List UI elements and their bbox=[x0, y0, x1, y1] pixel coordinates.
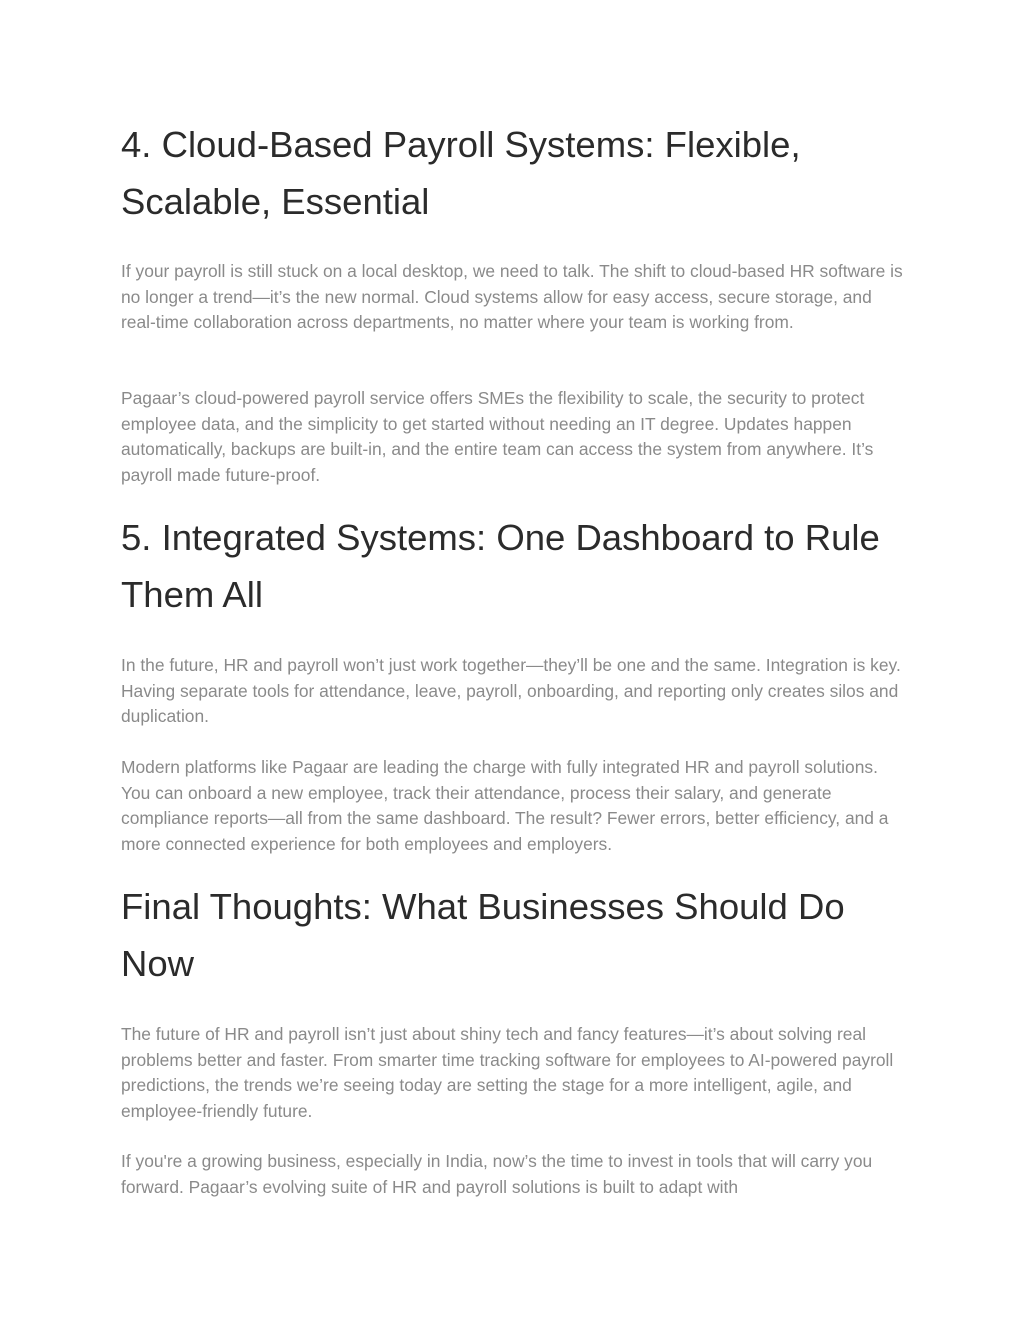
section-heading-final-thoughts: Final Thoughts: What Businesses Should Do Now bbox=[121, 886, 845, 984]
paragraph: Modern platforms like Pagaar are leading the charge with fully integrated HR and payroll solutions. You can onboard a new employee, track their attendance, process their salary, and generate compliance reports—all from the same dashboard. The result? Fewer errors, better efficiency, and a more connected experience for both employees and employers. bbox=[121, 757, 889, 854]
paragraph: In the future, HR and payroll won’t just work together—they’ll be one and the same. Integration is key. Having separate tools for attendance, leave, payroll, onboarding, and reporting only creates silos and duplication. bbox=[121, 655, 901, 726]
paragraph: The future of HR and payroll isn’t just about shiny tech and fancy features—it’s about solving real problems better and faster. From smarter time tracking software for employees to AI-powered payroll predictions, the trends we’re seeing today are setting the stage for a more intelligent, agile, and employee-friendly future. bbox=[121, 1024, 894, 1121]
paragraph: Pagaar’s cloud-powered payroll service offers SMEs the flexibility to scale, the security to protect employee data, and the simplicity to get started without needing an IT degree. Updates happen automatically, backups are built-in, and the entire team can access the system from anywhere. It’s payroll made future-proof. bbox=[121, 388, 874, 485]
paragraph: If your payroll is still stuck on a local desktop, we need to talk. The shift to cloud-based HR software is no longer a trend—it’s the new normal. Cloud systems allow for easy access, secure storage, and real-time collaboration across departments, no matter where your team is working from. bbox=[121, 261, 903, 332]
section-heading-cloud-payroll: 4. Cloud-Based Payroll Systems: Flexible, Scalable, Essential bbox=[121, 124, 801, 222]
section-heading-integrated-systems: 5. Integrated Systems: One Dashboard to Rule Them All bbox=[121, 517, 880, 615]
paragraph: If you're a growing business, especially in India, now’s the time to invest in tools that will carry you forward. Pagaar’s evolving suite of HR and payroll solutions is built to adapt with bbox=[121, 1151, 873, 1197]
